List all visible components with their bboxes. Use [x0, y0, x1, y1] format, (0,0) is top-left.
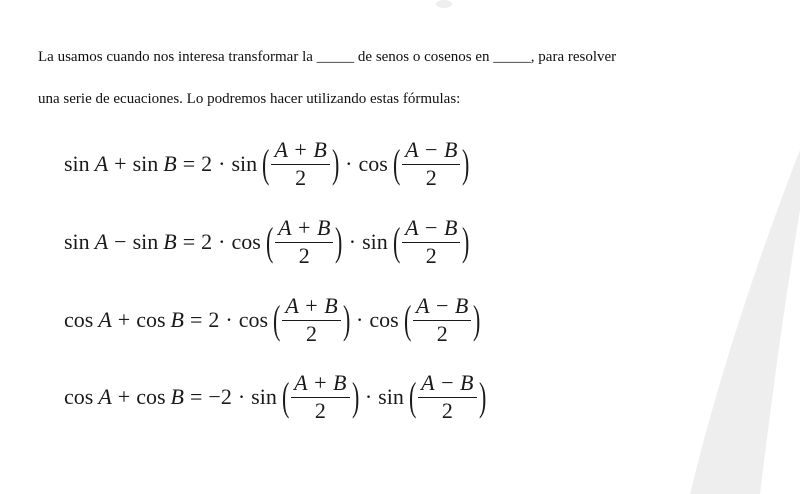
lhs-function-2: cos	[136, 384, 166, 409]
lhs-variable-2: B	[170, 384, 184, 409]
left-paren: (	[403, 297, 412, 342]
formula-sum-of-cosines	[64, 288, 481, 352]
right-paren: )	[331, 141, 340, 186]
dot-operator-1: ·	[225, 307, 233, 332]
intro-line-1: La usamos cuando nos interesa transformar la _____ de senos o cosenos en _____, para resolver	[38, 49, 617, 65]
fraction-1-numerator: A + B	[291, 371, 349, 398]
fraction-2-denominator: 2	[441, 397, 453, 423]
fraction-1	[282, 294, 340, 347]
fraction-1-denominator: 2	[295, 164, 307, 190]
coefficient: 2	[201, 151, 213, 176]
rhs-function-1: sin	[251, 384, 277, 409]
left-paren: (	[281, 374, 290, 419]
lhs-variable-1: A	[94, 229, 109, 254]
lhs-variable-2: B	[163, 229, 177, 254]
dot-operator-1: ·	[218, 229, 226, 254]
fraction-2-denominator: 2	[436, 320, 448, 346]
fraction-2-numerator: A − B	[402, 216, 460, 243]
right-paren: )	[462, 141, 470, 186]
right-paren: )	[462, 219, 470, 264]
fraction-1-numerator: A + B	[271, 138, 329, 165]
dot-operator-1: ·	[237, 384, 246, 409]
fraction-2-numerator: A − B	[418, 371, 476, 398]
arc-decoration	[690, 150, 800, 494]
rhs-function-1: cos	[231, 229, 261, 254]
dot-operator-2: ·	[345, 151, 353, 176]
right-paren: )	[478, 374, 486, 419]
right-paren: )	[473, 297, 481, 342]
fraction-1	[291, 371, 349, 424]
fraction-2-denominator: 2	[425, 242, 437, 268]
fraction-1-numerator: A + B	[282, 294, 340, 321]
fraction-2-numerator: A − B	[402, 138, 460, 165]
fraction-2-denominator: 2	[425, 164, 437, 190]
rhs-function-2: cos	[369, 307, 399, 332]
fraction-1-denominator: 2	[306, 320, 318, 346]
fraction-1-denominator: 2	[314, 397, 326, 423]
dot-operator-1: ·	[218, 151, 226, 176]
left-paren: (	[408, 374, 417, 419]
fraction-1	[271, 138, 329, 191]
lhs-function-2: cos	[136, 307, 166, 332]
fraction-2	[402, 216, 460, 269]
equals-sign: =	[182, 151, 196, 176]
right-paren: )	[342, 297, 351, 342]
lhs-function-2: sin	[132, 229, 159, 254]
fraction-2	[402, 138, 460, 191]
right-paren: )	[351, 374, 359, 419]
dot-operator-2: ·	[364, 384, 373, 409]
rhs-function-2: sin	[362, 229, 388, 254]
coefficient: −2	[208, 384, 232, 409]
fraction-1-denominator: 2	[298, 242, 310, 268]
top-tab-decoration	[436, 0, 452, 8]
dot-operator-2: ·	[356, 307, 364, 332]
fraction-2	[418, 371, 476, 424]
rhs-function-2: cos	[358, 151, 388, 176]
lhs-function-1: cos	[64, 307, 94, 332]
equals-sign: =	[189, 307, 203, 332]
rhs-function-1: cos	[238, 307, 269, 332]
lhs-operator: +	[117, 384, 131, 409]
fraction-1	[275, 216, 333, 269]
formula-difference-of-sines	[64, 210, 470, 274]
fraction-2-numerator: A − B	[413, 294, 471, 321]
dot-operator-2: ·	[348, 229, 357, 254]
rhs-function-2: sin	[378, 384, 404, 409]
lhs-variable-2: B	[163, 151, 177, 176]
lhs-operator: +	[114, 151, 127, 176]
lhs-variable-1: A	[98, 384, 112, 409]
equals-sign: =	[182, 229, 196, 254]
lhs-variable-1: A	[98, 307, 112, 332]
lhs-operator: −	[114, 229, 127, 254]
lhs-function-1: sin	[64, 229, 90, 254]
coefficient: 2	[208, 307, 220, 332]
left-paren: (	[265, 219, 274, 264]
right-paren: )	[335, 219, 343, 264]
lhs-variable-2: B	[170, 307, 184, 332]
intro-paragraph	[38, 36, 778, 120]
lhs-function-2: sin	[132, 151, 159, 176]
fraction-2	[413, 294, 471, 347]
coefficient: 2	[201, 229, 213, 254]
formula-cosines-negative	[64, 365, 486, 429]
left-paren: (	[262, 141, 270, 186]
fraction-1-numerator: A + B	[275, 216, 333, 243]
equals-sign: =	[189, 384, 203, 409]
left-paren: (	[392, 219, 401, 264]
lhs-variable-1: A	[94, 151, 109, 176]
intro-line-2: una serie de ecuaciones. Lo podremos hacer utilizando estas fórmulas:	[38, 91, 461, 107]
lhs-function-1: cos	[64, 384, 94, 409]
lhs-function-1: sin	[64, 151, 90, 176]
formula-sum-of-sines	[64, 132, 470, 196]
lhs-operator: +	[117, 307, 131, 332]
left-paren: (	[392, 141, 401, 186]
left-paren: (	[273, 297, 281, 342]
rhs-function-1: sin	[231, 151, 258, 176]
